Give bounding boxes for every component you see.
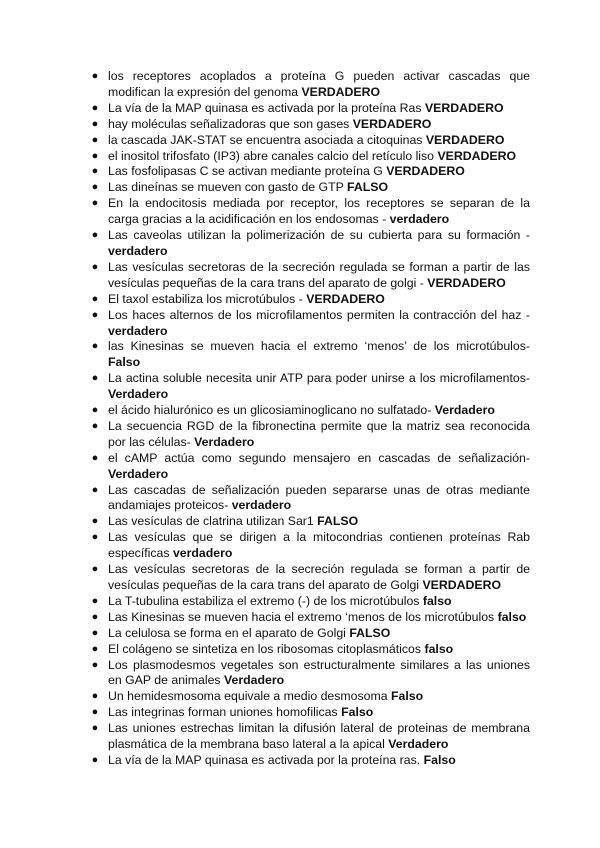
bullet-icon: ● [91, 706, 99, 719]
list-item [90, 371, 530, 403]
answer-label: falso [422, 593, 452, 608]
list-item [90, 308, 530, 340]
bullet-icon: ● [91, 133, 99, 146]
bullet-icon: ● [91, 117, 99, 130]
answer-label: Verdadero [388, 737, 449, 752]
list-item [90, 292, 530, 308]
answer-label: VERDADERO [427, 275, 506, 290]
bullet-icon: ● [91, 197, 99, 210]
bullet-icon: ● [91, 70, 99, 82]
statement-text: hay moléculas señalizadoras que son gases [108, 116, 353, 131]
bullet-icon: ● [91, 753, 99, 766]
list-item [90, 228, 530, 260]
bullet-icon: ● [91, 722, 99, 735]
statement-text: El taxol estabiliza los microtúbulos - [108, 291, 307, 306]
statement-text: Las cascadas de señalización pueden separarse unas de otras mediante andamiajes proteicos- [108, 482, 530, 513]
bullet-icon: ● [91, 181, 99, 194]
statement-text: Un hemidesmosoma equivale a medio desmosoma [108, 689, 391, 704]
list-item [90, 530, 530, 562]
statement-text: Los haces alternos de los microfilamentos permiten la contracción del haz - [108, 307, 530, 322]
list-item [90, 721, 530, 753]
bullet-icon: ● [91, 260, 99, 273]
statement-list [90, 69, 530, 769]
answer-label: verdadero [172, 546, 233, 561]
answer-label: Falso [390, 689, 424, 704]
statement-text: La actina soluble necesita unir ATP para poder unirse a los microfilamentos- [108, 371, 530, 386]
list-item [90, 451, 530, 483]
list-item [90, 689, 530, 705]
list-item [90, 419, 530, 451]
list-item [90, 180, 530, 196]
bullet-icon: ● [91, 690, 99, 703]
answer-label: Verdadero [194, 434, 255, 449]
statement-text: el ácido hialurónico es un glicosiaminoglicano no sulfatado- [108, 403, 435, 418]
bullet-icon: ● [91, 594, 99, 607]
statement-text: Los plasmodesmos vegetales son estructuralmente similares a las uniones en GAP de animales [108, 657, 530, 688]
answer-label: Verdadero [223, 673, 285, 688]
list-item [90, 260, 530, 292]
bullet-icon: ● [91, 229, 99, 242]
bullet-icon: ● [91, 626, 99, 639]
list-item [90, 117, 530, 133]
statement-text: Las dineínas se mueven con gasto de GTP [108, 180, 348, 195]
list-item [90, 642, 530, 658]
list-item [90, 196, 530, 228]
list-item [90, 149, 530, 165]
answer-label: Verdadero [108, 387, 169, 402]
bullet-icon: ● [91, 165, 99, 178]
statement-text: Las fosfolipasas C se activan mediante proteína G [108, 164, 387, 179]
bullet-icon: ● [91, 419, 99, 432]
statement-text: la cascada JAK-STAT se encuentra asociada a citoquinas [108, 132, 426, 147]
bullet-icon: ● [91, 483, 99, 496]
answer-label: Falso [341, 705, 374, 720]
bullet-icon: ● [91, 101, 99, 114]
bullet-icon: ● [91, 340, 99, 353]
answer-label: FALSO [347, 180, 389, 195]
bullet-icon: ● [91, 642, 99, 655]
statement-text: La vía de la MAP quinasa es activada por la proteína ras. [108, 752, 424, 767]
statement-text: Las integrinas forman uniones homofilicas [108, 705, 342, 720]
bullet-icon: ● [91, 451, 99, 464]
list-item [90, 626, 530, 642]
answer-label: falso [497, 609, 527, 624]
statement-text: el inositol trifosfato (IP3) abre canales calcio del retículo liso [108, 148, 438, 163]
list-item [90, 339, 530, 371]
bullet-icon: ● [91, 372, 99, 385]
list-item [90, 403, 530, 419]
bullet-icon: ● [91, 149, 99, 162]
answer-label: verdadero [231, 498, 292, 513]
list-item [90, 483, 530, 515]
answer-label: Verdadero [108, 466, 169, 481]
answer-label: VERDADERO [424, 100, 504, 115]
statement-text: La secuencia RGD de la fibronectina permite que la matriz sea reconocida por las células- [108, 418, 530, 449]
answer-label: FALSO [349, 625, 391, 640]
answer-label: VERDADERO [306, 291, 385, 306]
list-item [90, 705, 530, 721]
answer-label: VERDADERO [301, 84, 381, 99]
statement-text: los receptores acoplados a proteína G pueden activar cascadas que modifican la expresión del genoma [108, 69, 530, 99]
statement-text: El colágeno se sintetiza en los ribosomas citoplasmáticos [108, 641, 425, 656]
list-item [90, 514, 530, 530]
statement-text: Las Kinesinas se mueven hacia el extremo ‘menos de los microtúbulos [108, 609, 498, 624]
statement-text: La T-tubulina estabiliza el extremo (-) de los microtúbulos [108, 593, 423, 608]
bullet-icon: ● [91, 292, 99, 305]
list-item [90, 133, 530, 149]
bullet-icon: ● [91, 610, 99, 623]
statement-text: La vía de la MAP quinasa es activada por la proteína Ras [108, 100, 425, 115]
answer-label: VERDADERO [422, 578, 502, 592]
statement-text: Las uniones estrechas limitan la difusión lateral de proteinas de membrana plasmática de la membrana baso lateral a la apical [108, 721, 530, 752]
list-item [90, 164, 530, 180]
answer-label: verdadero [108, 323, 168, 338]
list-item [90, 594, 530, 610]
statement-text: En la endocitosis mediada por receptor, los receptores se separan de la carga gracias a la acidificación en los endosomas - [108, 196, 530, 227]
bullet-icon: ● [91, 515, 99, 528]
answer-label: verdadero [108, 243, 168, 258]
bullet-icon: ● [91, 404, 99, 417]
list-item [90, 562, 530, 594]
list-item [90, 753, 530, 769]
statement-text: Las vesículas que se dirigen a la mitocondrias contienen proteínas Rab específicas [108, 530, 530, 561]
answer-label: VERDADERO [425, 132, 505, 147]
answer-label: VERDADERO [437, 148, 517, 163]
answer-label: VERDADERO [352, 116, 432, 131]
bullet-icon: ● [91, 308, 99, 321]
answer-label: verdadero [389, 212, 450, 227]
statement-text: Las vesículas de clatrina utilizan Sar1 [108, 514, 318, 529]
list-item [90, 658, 530, 690]
statement-text: Las caveolas utilizan la polimerización de su cubierta para su formación - [108, 228, 530, 243]
list-item [90, 69, 530, 101]
bullet-icon: ● [91, 658, 99, 671]
answer-label: FALSO [317, 514, 359, 529]
statement-text: las Kinesinas se mueven hacia el extremo ‘menos’ de los microtúbulos- [108, 339, 530, 354]
list-item [90, 101, 530, 117]
statement-text: el cAMP actúa como segundo mensajero en cascadas de señalización- [108, 450, 530, 465]
answer-label: falso [424, 641, 454, 656]
statement-text: Las vesículas secretoras de la secreción regulada se forman a partir de vesículas pequeñas de la cara trans del aparato de Golgi [108, 562, 530, 592]
answer-label: Falso [108, 355, 141, 370]
statement-text: La celulosa se forma en el aparato de Golgi [108, 625, 350, 640]
bullet-icon: ● [91, 531, 99, 544]
bullet-icon: ● [91, 563, 99, 576]
answer-label: VERDADERO [386, 164, 465, 179]
statement-text: Las vesículas secretoras de la secreción regulada se forman a partir de las vesículas pequeñas de la cara trans del aparato de golgi - [108, 259, 530, 290]
answer-label: Falso [423, 752, 456, 767]
list-item [90, 610, 530, 626]
answer-label: Verdadero [434, 403, 495, 418]
